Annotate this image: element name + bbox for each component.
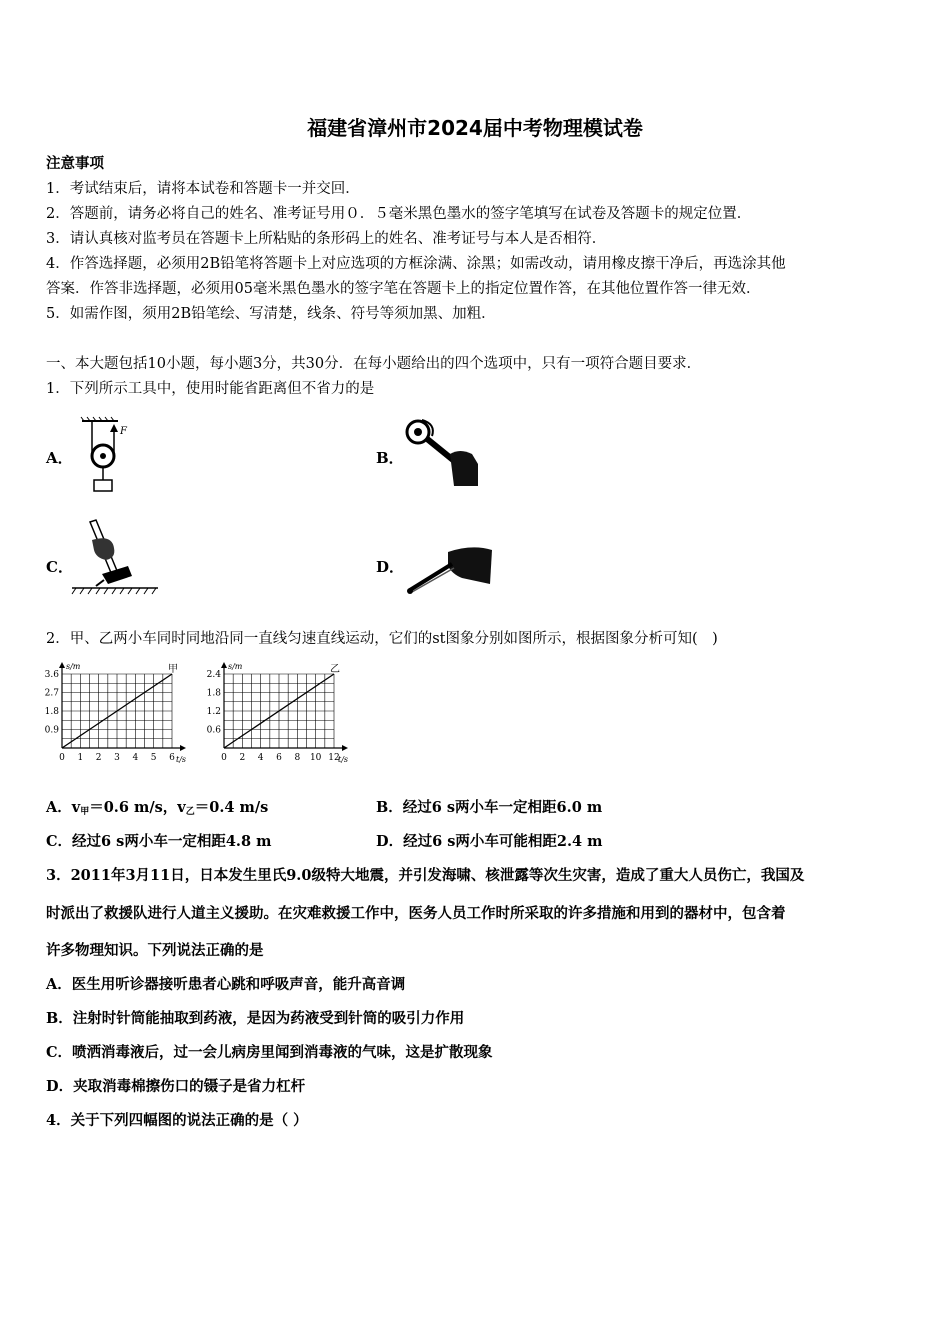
q3-option-d: D．夹取消毒棉擦伤口的镊子是省力杠杆: [46, 1078, 306, 1095]
series-label: 甲: [168, 664, 178, 675]
notice-item: 2．答题前，请务必将自己的姓名、准考证号用０．５毫米黑色墨水的签字笔填写在试卷及答题卡的规定位置．: [46, 206, 752, 222]
x-axis-label: t/s: [176, 755, 187, 764]
y-axis-label: s/m: [66, 662, 81, 671]
x-tick-label: 6: [276, 753, 282, 763]
y-tick-label: 0.6: [206, 725, 221, 736]
q3-option-c: C．喷洒消毒液后，过一会儿病房里闻到消毒液的气味，这是扩散现象: [46, 1044, 493, 1061]
y-axis-arrow: [59, 662, 65, 668]
y-tick-label: 0.9: [44, 725, 59, 736]
x-tick-label: 4: [257, 753, 264, 763]
x-tick-label: 4: [132, 753, 139, 763]
x-tick-label: 1: [77, 753, 84, 763]
question-2-stem: 2．甲、乙两小车同时同地沿同一直线匀速直线运动，它们的st图象分别如图所示，根据图象分析可知( ): [46, 631, 718, 647]
x-tick-label: 12: [328, 753, 340, 763]
x-tick-label: 2: [239, 753, 246, 763]
y-axis-label: s/m: [228, 662, 243, 671]
q2-option-b: B．经过6 s两小车一定相距6.0 m: [376, 799, 603, 816]
x-tick-label: 8: [294, 753, 301, 763]
x-axis-arrow: [342, 745, 348, 751]
notice-heading: 注意事项: [46, 155, 104, 172]
page-title: 福建省漳州市2024届中考物理模试卷: [307, 116, 643, 140]
pulley-figure: [78, 416, 140, 496]
question-3-stem: 时派出了救援队进行人道主义援助。在灾难救援工作中，医务人员工作时所采取的许多措施和用到的器材中，包含着: [46, 905, 786, 922]
x-tick-label: 0: [221, 753, 227, 763]
x-tick-label: 0: [59, 753, 65, 763]
x-tick-label: 3: [114, 753, 120, 763]
q2-option-d: D．经过6 s两小车可能相距2.4 m: [376, 833, 603, 850]
notice-item: 答案．作答非选择题，必须用05毫米黑色墨水的签字笔在答题卡上的指定位置作答，在其他位置作答一律无效．: [46, 281, 761, 297]
st-graph-yi: [202, 658, 358, 768]
x-tick-label: 2: [95, 753, 102, 763]
q1-option-a-label: A．: [46, 449, 73, 467]
y-axis-arrow: [221, 662, 227, 668]
y-tick-label: 1.2: [206, 707, 221, 717]
y-tick-label: 1.8: [44, 707, 59, 717]
x-tick-label: 10: [309, 753, 322, 763]
y-tick-label: 1.8: [206, 688, 221, 699]
question-3-stem: 许多物理知识。下列说法正确的是: [46, 942, 264, 959]
question-3-stem: 3．2011年3月11日，日本发生里氏9.0级特大地震，并引发海啸、核泄露等次生灾害，造成了重大人员伤亡，我国及: [46, 867, 805, 884]
x-axis-label: t/s: [338, 755, 349, 764]
q3-option-a: A．医生用听诊器接听患者心跳和呼吸声音，能升高音调: [46, 976, 406, 993]
x-tick-label: 5: [150, 753, 157, 763]
q2-option-c: C．经过6 s两小车一定相距4.8 m: [46, 833, 272, 850]
notice-item: 1．考试结束后，请将本试卷和答题卡一并交回．: [46, 181, 360, 197]
y-tick-label: 3.6: [44, 670, 59, 680]
bottle-opener-figure: [402, 414, 492, 496]
tweezers-figure: [404, 544, 496, 600]
x-axis-arrow: [180, 745, 186, 751]
st-graph-jia: [42, 658, 190, 768]
q1-option-d-label: D．: [376, 558, 405, 576]
q2-option-a: A．$v_甲=0.6$ m/s，$v_乙=0.4$ m/s: [46, 799, 269, 817]
q3-option-b: B．注射时针筒能抽取到药液，是因为药液受到针筒的吸引力作用: [46, 1010, 465, 1027]
q1-option-c-label: C．: [46, 558, 73, 576]
force-label: F: [120, 426, 127, 437]
notice-item: 4．作答选择题，必须用2B铅笔将答题卡上对应选项的方框涂满、涂黑；如需改动，请用橡皮擦干净后，再选涂其他: [46, 256, 786, 272]
notice-item: 3．请认真核对监考员在答题卡上所粘贴的条形码上的姓名、准考证号与本人是否相符．: [46, 231, 607, 247]
question-4-stem: 4．关于下列四幅图的说法正确的是（ ）: [46, 1112, 308, 1129]
series-label: 乙: [330, 664, 340, 675]
q1-option-b-label: B．: [376, 449, 404, 467]
notice-item: 5．如需作图，须用2B铅笔绘、写清楚，线条、符号等须加黑、加粗．: [46, 306, 496, 322]
y-tick-label: 2.7: [44, 688, 59, 699]
hammer-figure: [66, 518, 162, 600]
x-tick-label: 6: [169, 753, 175, 763]
question-1-stem: 1．下列所示工具中，使用时能省距离但不省力的是: [46, 381, 375, 397]
section-heading: 一、本大题包括10小题，每小题3分，共30分．在每小题给出的四个选项中，只有一项符合题目要求．: [46, 356, 702, 372]
y-tick-label: 2.4: [206, 670, 221, 680]
